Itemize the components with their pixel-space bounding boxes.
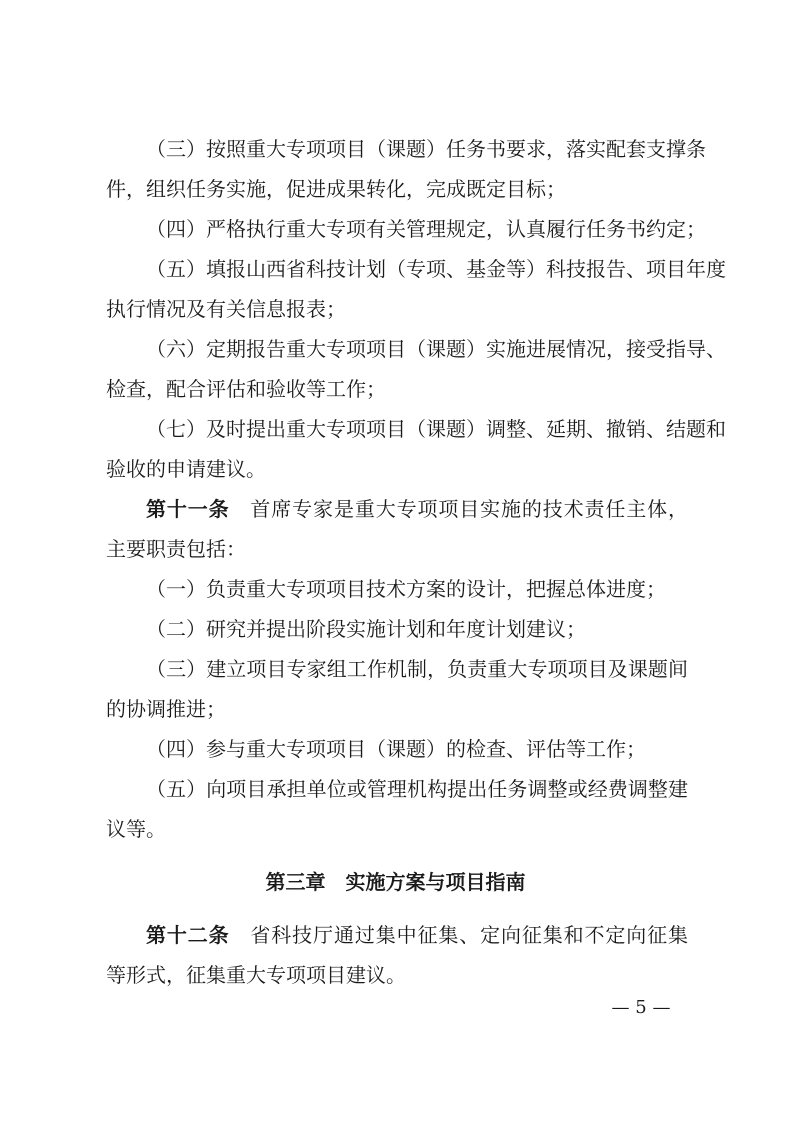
list-item-continued: 的协调推进； bbox=[106, 697, 226, 721]
article-11-label: 第十一条 bbox=[146, 497, 230, 521]
chapter-heading: 第三章 实施方案与项目指南 bbox=[265, 870, 526, 894]
article-11-line bbox=[146, 496, 688, 522]
list-item: （一）负责重大专项项目技术方案的设计，把握总体进度； bbox=[146, 577, 666, 601]
article-11-text: 首席专家是重大专项项目实施的技术责任主体， bbox=[250, 497, 689, 521]
list-item: （二）研究并提出阶段实施计划和年度计划建议； bbox=[146, 617, 586, 641]
paragraph-line: （七）及时提出重大专项项目（课题）调整、延期、撤销、结题和 bbox=[146, 417, 726, 441]
article-12-line bbox=[146, 922, 688, 948]
page-number: — 5 — bbox=[611, 997, 671, 1018]
paragraph-line: （四）严格执行重大专项有关管理规定，认真履行任务书约定； bbox=[146, 217, 706, 241]
paragraph-line: 等形式，征集重大专项项目建议。 bbox=[106, 963, 406, 987]
paragraph-line: （六）定期报告重大专项项目（课题）实施进展情况，接受指导、 bbox=[146, 337, 726, 361]
list-item: （四）参与重大专项项目（课题）的检查、评估等工作； bbox=[146, 737, 646, 761]
article-12-text: 省科技厅通过集中征集、定向征集和不定向征集 bbox=[250, 923, 689, 947]
paragraph-line: 验收的申请建议。 bbox=[106, 457, 266, 481]
paragraph-line: （三）按照重大专项项目（课题）任务书要求，落实配套支撑条 bbox=[146, 137, 706, 161]
paragraph-line: 检查，配合评估和验收等工作； bbox=[106, 377, 386, 401]
paragraph-line: 件，组织任务实施，促进成果转化，完成既定目标； bbox=[106, 177, 566, 201]
paragraph-line: 执行情况及有关信息报表； bbox=[106, 297, 346, 321]
article-12-label: 第十二条 bbox=[146, 923, 230, 947]
list-item: （五）向项目承担单位或管理机构提出任务调整或经费调整建 bbox=[146, 777, 688, 801]
list-item: （三）建立项目专家组工作机制，负责重大专项项目及课题间 bbox=[146, 657, 688, 681]
paragraph-line: 主要职责包括： bbox=[106, 537, 246, 561]
paragraph-line: （五）填报山西省科技计划（专项、基金等）科技报告、项目年度 bbox=[146, 257, 726, 281]
list-item-continued: 议等。 bbox=[106, 817, 166, 841]
